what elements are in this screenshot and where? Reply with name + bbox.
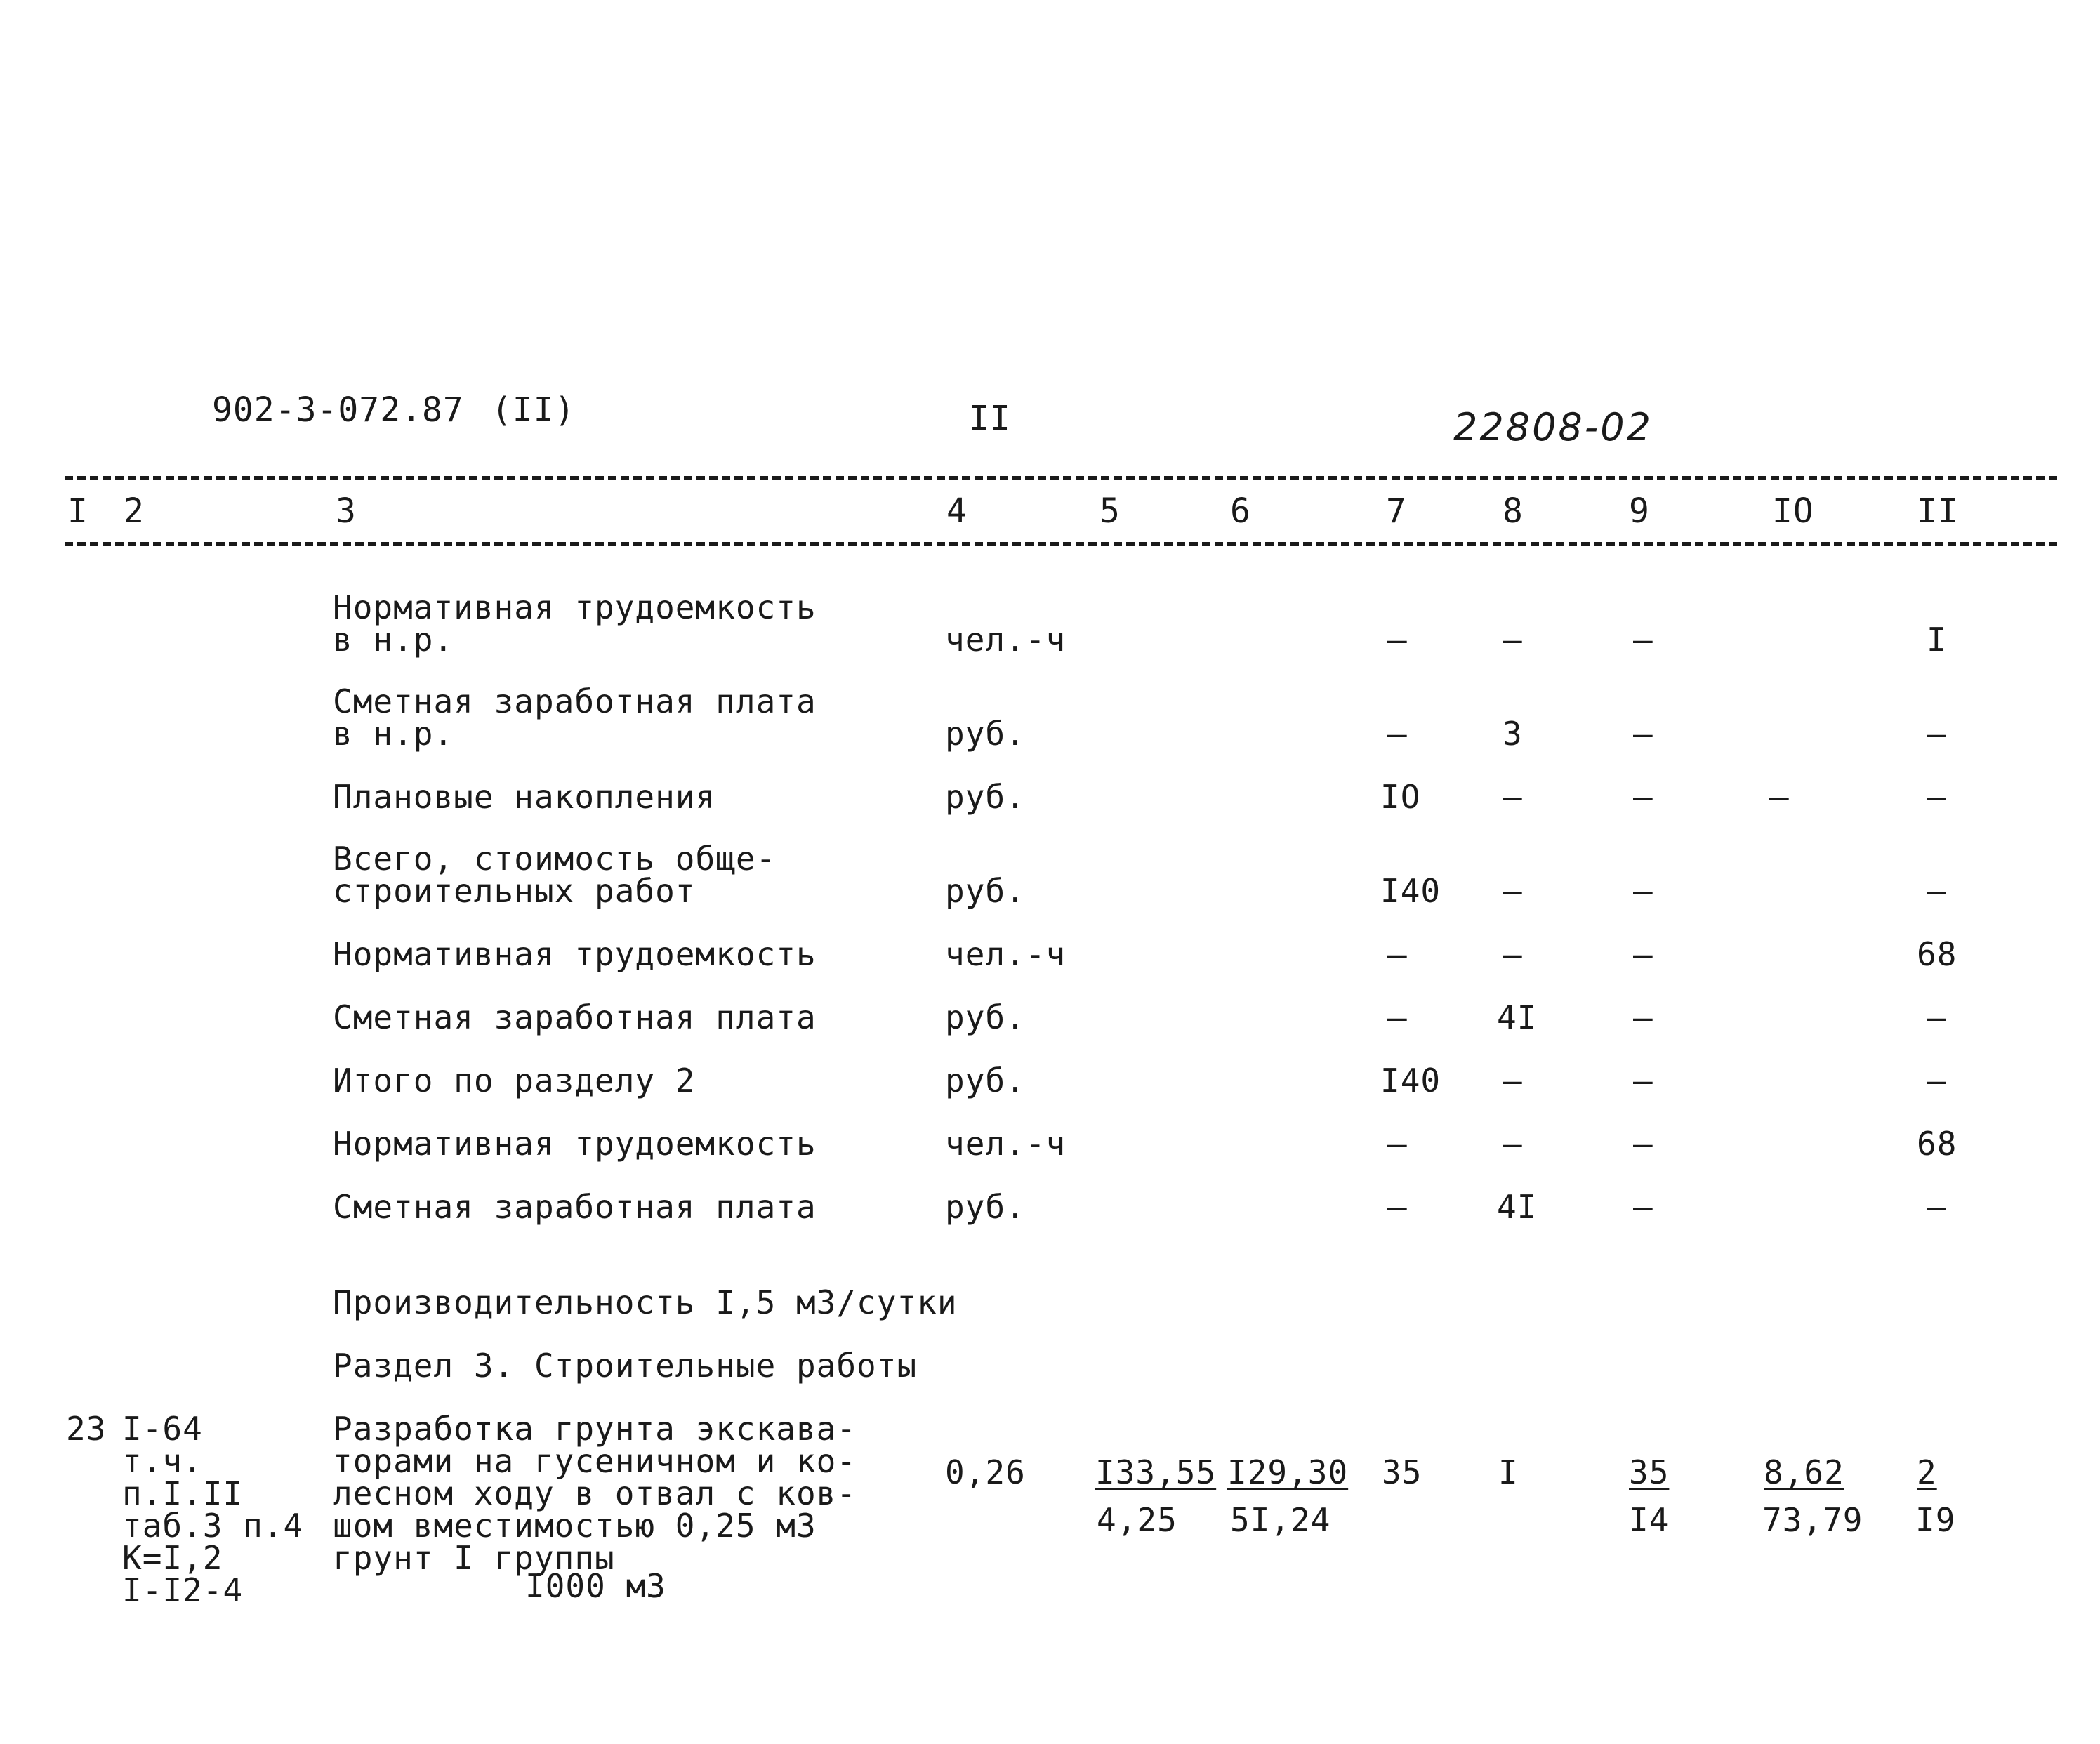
col-header-6: 6 — [1230, 491, 1251, 531]
row-col9: – — [1633, 778, 1653, 816]
item-unit: I000 м3 — [525, 1567, 666, 1605]
document-code: 902-3-072.87 — [212, 390, 464, 430]
col-header-7: 7 — [1386, 491, 1407, 531]
header-top-rule — [65, 476, 2057, 480]
col-header-4: 4 — [946, 491, 968, 531]
item-col5-bottom: 4,25 — [1097, 1501, 1177, 1539]
item-col6-top: I29,30 — [1227, 1453, 1349, 1491]
row-col11: 68 — [1917, 935, 1957, 973]
row-col11: 68 — [1917, 1125, 1957, 1163]
row-col9: – — [1633, 1062, 1653, 1099]
row-col9: – — [1633, 935, 1653, 973]
row-col7: – — [1387, 935, 1408, 973]
item-description: Разработка грунта экскава- торами на гусеничном и ко- лесном ходу в отвал с ков- шом вместимостью 0,25 м3 грунт I группы — [333, 1410, 857, 1577]
row-col8: – — [1503, 872, 1523, 910]
row-col7: – — [1387, 998, 1408, 1036]
row-col7: – — [1387, 715, 1408, 753]
row-col9: – — [1633, 1125, 1653, 1163]
document-part: (II) — [491, 390, 576, 430]
row-col11: – — [1927, 715, 1947, 753]
header-bottom-rule — [65, 542, 2057, 546]
row-unit: чел.-ч — [945, 935, 1066, 973]
row-col8: – — [1503, 1125, 1523, 1163]
row-col10: – — [1769, 778, 1790, 816]
row-col11: – — [1927, 998, 1947, 1036]
row-unit: руб. — [945, 872, 1026, 910]
row-col9: – — [1633, 1188, 1653, 1226]
row-col8: 3 — [1503, 715, 1523, 753]
row-col9: – — [1633, 998, 1653, 1036]
col-header-9: 9 — [1629, 491, 1650, 531]
row-unit: руб. — [945, 1188, 1026, 1226]
row-col8: – — [1503, 1062, 1523, 1099]
row-col9: – — [1633, 715, 1653, 753]
section-title: Раздел 3. Строительные работы — [333, 1347, 918, 1385]
item-col6-bottom: 5I,24 — [1230, 1501, 1331, 1539]
row-unit: чел.-ч — [945, 621, 1066, 659]
table-row-name: Плановые накопления — [333, 778, 716, 816]
row-col8: – — [1503, 778, 1523, 816]
table-row-name: Нормативная трудоемкость — [333, 1125, 817, 1163]
row-col11: – — [1927, 1062, 1947, 1099]
row-unit: руб. — [945, 1062, 1026, 1099]
item-col7: 35 — [1382, 1453, 1422, 1491]
table-row-name: Итого по разделу 2 — [333, 1062, 696, 1099]
table-row-name: Нормативная трудоемкость — [333, 935, 817, 973]
item-col9-top: 35 — [1629, 1453, 1670, 1491]
table-row-name: Сметная заработная плата — [333, 998, 817, 1036]
row-col7: I40 — [1380, 872, 1441, 910]
item-col9-bottom: I4 — [1629, 1501, 1670, 1539]
row-col7: – — [1387, 1125, 1408, 1163]
col-header-10: IO — [1772, 491, 1814, 531]
row-col9: – — [1633, 872, 1653, 910]
row-unit: чел.-ч — [945, 1125, 1066, 1163]
table-row-name: Сметная заработная плата — [333, 1188, 817, 1226]
row-col8: – — [1503, 935, 1523, 973]
row-col8: – — [1503, 621, 1523, 659]
row-col8: 4I — [1497, 998, 1538, 1036]
productivity-note: Производительность I,5 м3/сутки — [333, 1283, 958, 1321]
row-col8: 4I — [1497, 1188, 1538, 1226]
item-number: 23 — [66, 1410, 107, 1448]
row-col7: I40 — [1380, 1062, 1441, 1099]
item-quantity: 0,26 — [945, 1453, 1026, 1491]
item-col11-bottom: I9 — [1915, 1501, 1956, 1539]
col-header-1: I — [67, 491, 88, 531]
stamp-number: 22808-02 — [1453, 405, 1653, 449]
col-header-3: 3 — [336, 491, 357, 531]
row-col7: IO — [1380, 778, 1421, 816]
table-row-name: Нормативная трудоемкость в н.р. — [333, 588, 817, 659]
table-row-name: Всего, стоимость обще- строительных работ — [333, 840, 777, 910]
row-col7: – — [1387, 621, 1408, 659]
row-col7: – — [1387, 1188, 1408, 1226]
row-col9: – — [1633, 621, 1653, 659]
row-col11: – — [1927, 1188, 1947, 1226]
row-col11: – — [1927, 778, 1947, 816]
item-col8: I — [1498, 1453, 1519, 1491]
page-number: II — [969, 399, 1011, 438]
col-header-2: 2 — [124, 491, 145, 531]
row-col11: I — [1927, 621, 1947, 659]
item-col10-bottom: 73,79 — [1762, 1501, 1863, 1539]
table-row-name: Сметная заработная плата в н.р. — [333, 682, 817, 753]
col-header-5: 5 — [1099, 491, 1121, 531]
item-col5-top: I33,55 — [1095, 1453, 1217, 1491]
row-col11: – — [1927, 872, 1947, 910]
col-header-11: II — [1917, 491, 1959, 531]
row-unit: руб. — [945, 778, 1026, 816]
item-col10-top: 8,62 — [1764, 1453, 1844, 1491]
col-header-8: 8 — [1503, 491, 1524, 531]
row-unit: руб. — [945, 998, 1026, 1036]
item-col11-top: 2 — [1917, 1453, 1937, 1491]
item-code: I-64 т.ч. п.I.II таб.3 п.4 К=I,2 I-I2-4 — [122, 1410, 304, 1609]
row-unit: руб. — [945, 715, 1026, 753]
